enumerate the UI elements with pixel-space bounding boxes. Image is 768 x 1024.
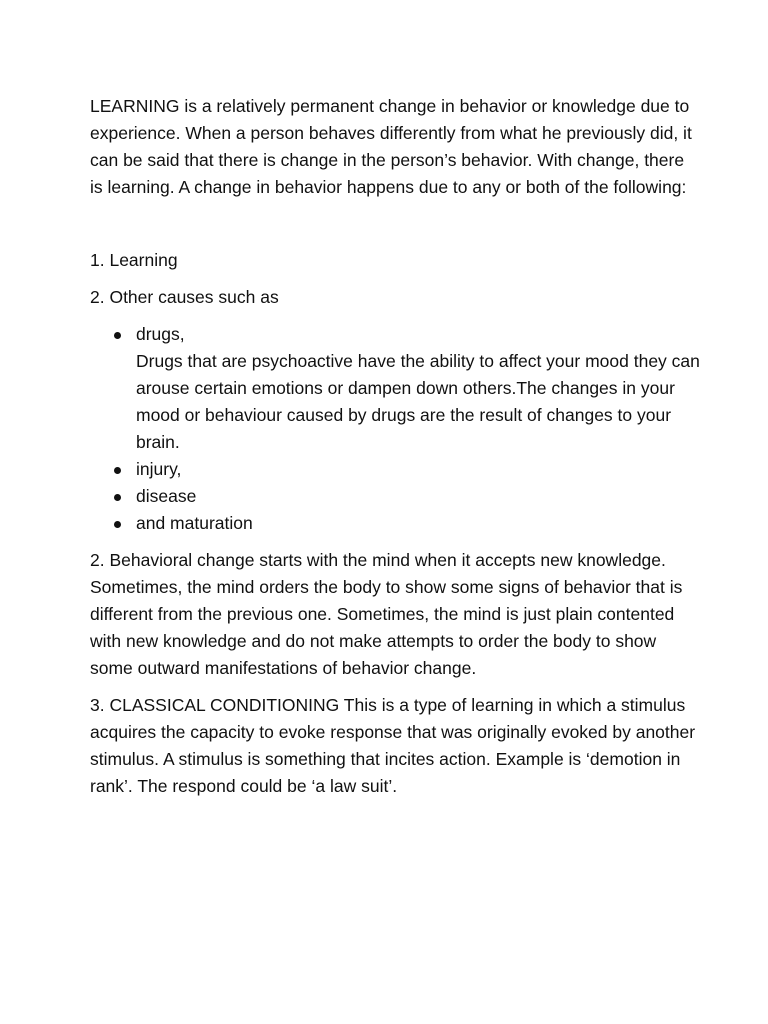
behavioral-change-paragraph: 2. Behavioral change starts with the mind when it accepts new knowledge. Sometimes, the mind orders the body to show some signs of behavior that is different from the previous one. Sometimes, the mind is just plain contented with new knowledge and do not make attempts to order the body to show some outward manifestations of behavior change. [90,550,683,678]
drugs-explanation: Drugs that are psychoactive have the ability to affect your mood they can arouse certain emotions or dampen down others.The changes in your mood or behaviour caused by drugs are the result of changes to your brain. [136,351,700,452]
bullet-dot-icon [114,332,121,339]
list-item-other-causes: 2. Other causes such as [90,287,279,307]
bullet-item-drugs [90,321,700,456]
document-page [90,93,700,810]
bullet-dot-icon [114,467,121,474]
bullet-dot-icon [114,521,121,528]
list-item-learning: 1. Learning [90,250,178,270]
bullet-item-injury [90,456,700,483]
bullet-dot-icon [114,494,121,501]
classical-conditioning-paragraph: 3. CLASSICAL CONDITIONING This is a type of learning in which a stimulus acquires the capacity to evoke response that was originally evoked by another stimulus. A stimulus is something that incites action. Example is ‘demotion in rank’. The respond could be ‘a law suit’. [90,695,696,796]
intro-paragraph: LEARNING is a relatively permanent change in behavior or knowledge due to experience. When a person behaves differently from what he previously did, it can be said that there is change in the person’s behavior. With change, there is learning. A change in behavior happens due to any or both of the following: [90,96,692,197]
bullet-label-disease: disease [136,486,197,506]
causes-bullet-list [90,321,700,537]
bullet-label-injury: injury, [136,459,182,479]
bullet-label-maturation: and maturation [136,513,253,533]
bullet-label-drugs: drugs, [136,324,185,344]
bullet-item-maturation [90,510,700,537]
bullet-item-disease [90,483,700,510]
blank-line [90,211,700,247]
